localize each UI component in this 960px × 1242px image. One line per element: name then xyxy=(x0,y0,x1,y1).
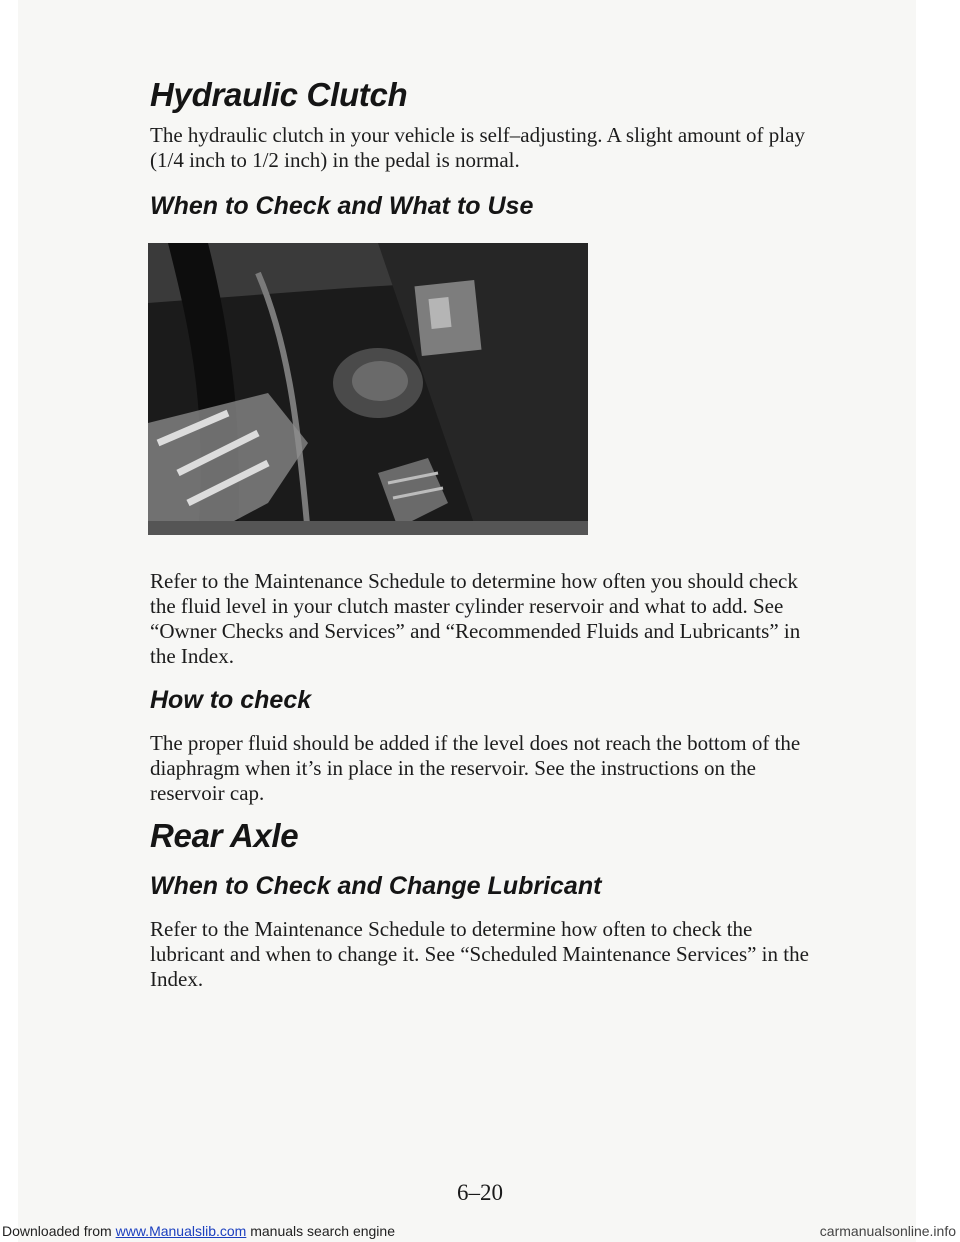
heading-when-to-check-what-to-use: When to Check and What to Use xyxy=(150,192,534,220)
download-footer xyxy=(0,1222,960,1242)
heading-hydraulic-clutch: Hydraulic Clutch xyxy=(150,76,408,113)
paragraph-hydraulic-clutch: The hydraulic clutch in your vehicle is self–adjusting. A slight amount of play (1/4 inch to 1/2 inch) in the pedal is normal. xyxy=(150,123,805,172)
heading-when-to-check-change-lubricant: When to Check and Change Lubricant xyxy=(150,872,602,900)
page-number: 6–20 xyxy=(457,1180,503,1205)
paragraph-when-to-check: Refer to the Maintenance Schedule to determine how often you should check the fluid level in your clutch master cylinder reservoir and what to add. See “Owner Checks and Services” and “Recommended Fluids and Lubricants” in the Index. xyxy=(150,569,801,668)
paragraph-rear-axle: Refer to the Maintenance Schedule to determine how often to check the lubricant and when to change it. See “Scheduled Maintenance Services” in the Index. xyxy=(150,917,809,991)
footer-suffix: manuals search engine xyxy=(246,1223,395,1239)
heading-how-to-check: How to check xyxy=(150,686,312,714)
heading-rear-axle: Rear Axle xyxy=(150,817,299,854)
manualslib-link[interactable]: www.Manualslib.com xyxy=(115,1223,247,1239)
paragraph-how-to-check: The proper fluid should be added if the level does not reach the bottom of the diaphragm when it’s in place in the reservoir. See the instructions on the reservoir cap. xyxy=(150,731,801,805)
footer-prefix: Downloaded from xyxy=(2,1223,116,1239)
clutch-reservoir-photo xyxy=(148,243,588,535)
watermark-text: carmanualsonline.info xyxy=(819,1223,956,1239)
